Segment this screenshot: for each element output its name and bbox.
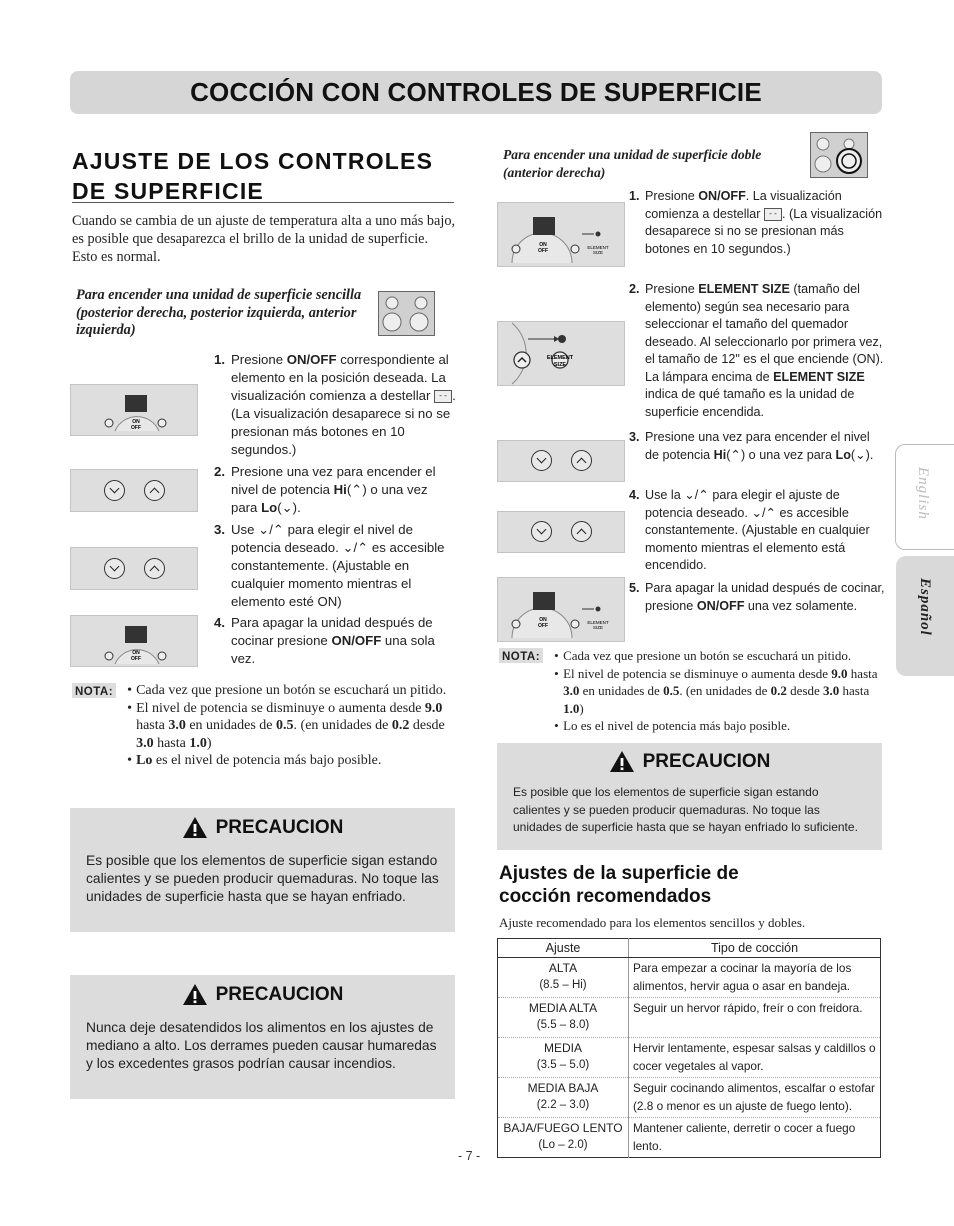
svg-text:ELEMENT: ELEMENT — [546, 355, 574, 361]
chevron-down-icon — [110, 562, 120, 572]
display-dashes-icon: - - — [764, 208, 782, 221]
up-icon: ⌃ — [272, 522, 284, 537]
nota-label: NOTA: — [499, 648, 543, 663]
cooktop-single-icon — [378, 291, 435, 336]
right-notes — [499, 647, 885, 735]
chevron-up-icon — [150, 566, 160, 576]
warning-box-2 — [70, 975, 455, 1099]
right-step-4: 4. Use la ⌄/⌃ para elegir el ajuste de potencia deseado. ⌄/⌃ es accesible constantemente. (Ajustable en cualquier momento mientras el elemento está encendido. — [629, 488, 870, 572]
right-note-2: • El nivel de potencia se disminuye o aumenta desde 9.0 hasta 3.0 en unidades de 0.5. (en unidades de 0.2 desde 3.0 hasta 1.0) — [563, 665, 885, 718]
hi-button[interactable] — [571, 450, 592, 471]
left-step-4: 4. Para apagar la unidad después de cocinar presione ON/OFF una sola vez. — [214, 615, 435, 666]
lo-button[interactable] — [531, 521, 552, 542]
left-heading-line2: DE SUPERFICIE — [72, 178, 264, 204]
settings-heading: Ajustes de la superficie de cocción recomendados — [499, 863, 739, 907]
settings-table-wrap — [497, 938, 881, 1158]
lo-button[interactable] — [104, 558, 125, 579]
right-note-1: • Cada vez que presione un botón se escuchará un pitido. — [563, 647, 885, 665]
table-row: ALTA (8.5 – Hi) Para empezar a cocinar la mayoría de los alimentos, hervir agua o asar en bandeja. — [498, 958, 881, 998]
table-header-row — [498, 939, 881, 958]
svg-text:OFF: OFF — [538, 248, 548, 254]
warning-body-3: Es posible que los elementos de superficie sigan estando calientes y se pueden producir quemaduras. No toque las unidades de superficie hasta que se hayan enfriado lo suficiente. — [513, 785, 858, 834]
left-subhead: Para encender una unidad de superficie sencilla (posterior derecha, posterior izquierda, anterior izquierda) — [76, 287, 362, 338]
right-subhead: Para encender una unidad de superficie doble (anterior derecha) — [503, 147, 762, 180]
warning-box-3 — [497, 743, 882, 850]
left-note-2: • El nivel de potencia se disminuye o aumenta desde 9.0 hasta 3.0 en unidades de 0.5. (en unidades de 0.2 desde 3.0 hasta 1.0) — [136, 700, 452, 753]
chevron-up-icon — [577, 458, 587, 468]
svg-text:ELEMENT: ELEMENT — [587, 620, 609, 625]
right-step-2: 2. Presione ELEMENT SIZE (tamaño del elemento) según sea necesario para seleccionar el tamaño del quemador deseado. Al seleccionarlo por primera vez, el tamaño de 12" es el que enciende (ON). La lámpara encima de ELEMENT SIZE indica de qué tamaño es la unidad de superficie encendida. — [629, 282, 884, 419]
warning-triangle-icon — [609, 750, 635, 773]
warning-body-2: Nunca deje desatendidos los alimentos en los ajustes de mediano a alto. Los derrames pueden causar humaredas y los excedentes grasos podrían causar incendios. — [86, 1020, 437, 1071]
left-notes — [72, 682, 452, 770]
display-dashes-icon: - - — [434, 390, 452, 403]
down-icon: ⌄ — [281, 500, 293, 515]
warning-body-1: Es posible que los elementos de superficie sigan estando calientes y se pueden producir quemaduras. No toque las unidades de superficie hasta que se hayan enfriado. — [86, 853, 439, 904]
tab-espanol-label: Español — [917, 578, 933, 636]
left-step-1: 1. Presione ON/OFF correspondiente al elemento en la posición deseada. La visualización comienza a destellar - - . (La visualización desaparece si no se presionan más botones en 10 segundos.) — [214, 352, 456, 457]
control-panel-hilo-2 — [70, 547, 198, 590]
page-banner — [70, 71, 882, 114]
svg-text:OFF: OFF — [131, 656, 141, 662]
up-icon: ⌃ — [698, 488, 709, 502]
hi-button[interactable] — [144, 480, 165, 501]
svg-text:SIZE: SIZE — [553, 362, 567, 368]
up-icon: ⌃ — [351, 482, 363, 497]
up-icon: ⌃ — [357, 540, 369, 555]
chevron-down-icon — [537, 454, 547, 464]
onoff-label-on: ON — [132, 419, 140, 425]
down-icon: ⌄ — [342, 540, 354, 555]
hi-button[interactable] — [144, 558, 165, 579]
tab-espanol[interactable] — [896, 556, 954, 676]
control-panel-onoff-2 — [70, 615, 198, 667]
dual-panel-hilo-2 — [497, 511, 625, 553]
up-icon: ⌃ — [765, 505, 777, 520]
left-heading-line1: AJUSTE DE LOS CONTROLES — [72, 148, 434, 174]
warning-triangle-icon — [182, 983, 208, 1006]
warning-triangle-icon — [182, 816, 208, 839]
svg-text:ON: ON — [539, 242, 547, 248]
cooktop-double-icon — [810, 132, 868, 178]
left-intro: Cuando se cambia de un ajuste de temperatura alta a uno más bajo, es posible que desaparezca el brillo de la unidad de superficie. Esto es normal. — [72, 213, 456, 265]
svg-text:ELEMENT: ELEMENT — [587, 245, 609, 250]
svg-text:SIZE: SIZE — [592, 250, 604, 255]
tab-english[interactable] — [895, 444, 954, 550]
page-number: - 7 - — [458, 1149, 481, 1163]
element-size-panel — [497, 321, 625, 386]
down-icon: ⌄ — [684, 488, 695, 502]
control-panel-hilo-1 — [70, 469, 198, 512]
svg-text:OFF: OFF — [538, 623, 548, 629]
up-icon: ⌃ — [730, 447, 741, 462]
right-note-3: • Lo es el nivel de potencia más bajo posible. — [563, 717, 885, 735]
svg-text:ON: ON — [539, 617, 547, 623]
left-note-1: • Cada vez que presione un botón se escuchará un pitido. — [136, 682, 452, 700]
table-row: MEDIA ALTA (5.5 – 8.0) Seguir un hervor rápido, freír o con freidora. — [498, 998, 881, 1038]
chevron-up-icon — [150, 488, 160, 498]
lo-button[interactable] — [104, 480, 125, 501]
chevron-down-icon — [110, 484, 120, 494]
down-icon: ⌄ — [855, 447, 866, 462]
nota-label: NOTA: — [72, 683, 116, 698]
dual-panel-onoff-2 — [497, 577, 625, 642]
tab-english-label: English — [915, 467, 931, 520]
left-note-3: • Lo es el nivel de potencia más bajo posible. — [136, 752, 452, 770]
left-notes-list — [124, 682, 452, 770]
onoff-label-off: OFF — [131, 425, 141, 431]
lo-button[interactable] — [531, 450, 552, 471]
left-step-3: 3. Use ⌄/⌃ para elegir el nivel de potencia deseado. ⌄/⌃ es accesible constantemente. (Ajustable en cualquier momento mientras el elemento esté ON) — [214, 522, 445, 609]
right-step-5: 5. Para apagar la unidad después de cocinar, presione ON/OFF una vez solamente. — [629, 581, 885, 613]
left-heading — [72, 146, 452, 206]
banner-title: COCCIÓN CON CONTROLES DE SUPERFICIE — [190, 77, 762, 107]
dual-panel-onoff-1 — [497, 202, 625, 267]
warning-title-3: PRECAUCION — [497, 750, 882, 773]
table-header-setting: Ajuste — [498, 939, 629, 958]
hi-button[interactable] — [571, 521, 592, 542]
down-icon: ⌄ — [258, 522, 270, 537]
table-header-cooking: Tipo de cocción — [629, 939, 881, 958]
table-row: MEDIA (3.5 – 5.0) Hervir lentamente, espesar salsas y caldillos o cocer vegetales al vapor. — [498, 1038, 881, 1078]
table-row: MEDIA BAJA (2.2 – 3.0) Seguir cocinando alimentos, escalfar o estofar (2.8 o menor es un ajuste de fuego lento). — [498, 1078, 881, 1118]
heading-rule — [72, 202, 454, 203]
dual-panel-hilo-1 — [497, 440, 625, 482]
right-step-1: 1. Presione ON/OFF. La visualización comienza a destellar - - . (La visualización desaparece si no se presionan más botones en 10 segundos.) — [629, 189, 883, 256]
settings-table — [497, 938, 881, 1158]
table-row: BAJA/FUEGO LENTO (Lo – 2.0) Mantener caliente, derretir o cocer a fuego lento. — [498, 1118, 881, 1158]
warning-box-1 — [70, 808, 455, 932]
control-panel-onoff-1 — [70, 384, 198, 436]
left-step-2: 2. Presione una vez para encender el nivel de potencia Hi(⌃) o una vez para Lo(⌄). — [214, 464, 436, 515]
right-notes-list — [551, 647, 885, 735]
svg-text:ON: ON — [132, 650, 140, 656]
chevron-up-icon — [577, 529, 587, 539]
down-icon: ⌄ — [751, 505, 762, 520]
chevron-down-icon — [537, 525, 547, 535]
warning-title-2: PRECAUCION — [70, 983, 455, 1006]
settings-intro: Ajuste recomendado para los elementos sencillos y dobles. — [499, 915, 806, 930]
warning-title-1: PRECAUCION — [70, 816, 455, 839]
right-step-3: 3. Presione una vez para encender el nivel de potencia Hi(⌃) o una vez para Lo(⌄). — [629, 430, 874, 462]
svg-text:SIZE: SIZE — [592, 625, 604, 630]
